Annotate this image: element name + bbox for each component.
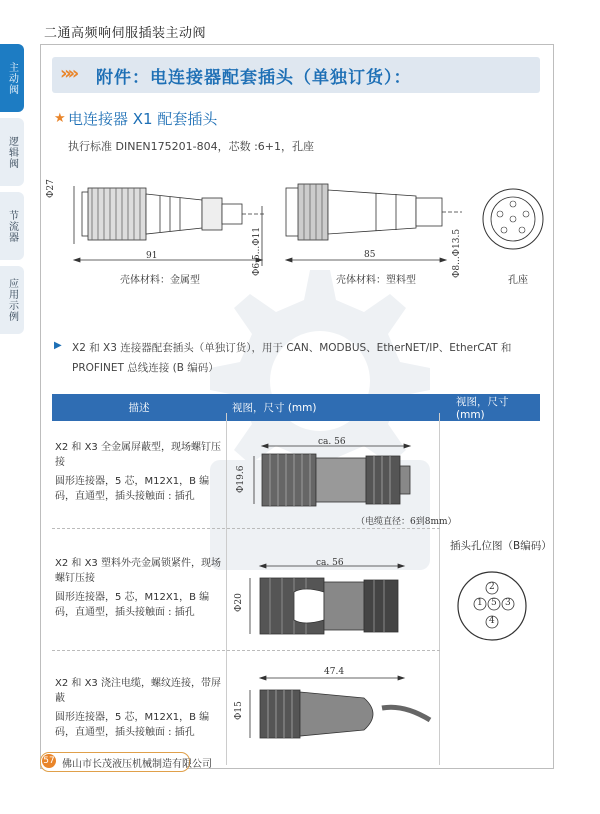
header-view-dimensions-2: 视图，尺寸 (mm): [450, 394, 540, 421]
document-title: 二通高频响伺服插装主动阀: [44, 26, 207, 41]
side-tab-logic-valve[interactable]: 逻辑阀: [0, 118, 24, 186]
page-number: 57: [43, 756, 55, 766]
socket-face-diagram: [478, 184, 548, 254]
standard-text: 执行标准 DINEN175201-804，芯数 :6+1，孔座: [68, 140, 314, 153]
metal-cable-diameter: Φ6.5...Φ11: [252, 226, 262, 276]
table-row: [55, 556, 223, 624]
row1-diameter: Φ19.6: [236, 465, 246, 493]
header-view-dimensions: 视图，尺寸 (mm): [226, 394, 450, 421]
pin-label: 3: [505, 598, 511, 608]
pin-diagram-caption: 插头孔位图（B编码）: [450, 540, 552, 552]
plastic-cable-diameter: Φ8...Φ13.5: [452, 228, 462, 278]
row-title: X2 和 X3 全金属屏蔽型，现场螺钉压接: [55, 442, 221, 468]
row1-cable-note: （电缆直径：6到8mm）: [356, 517, 457, 527]
metal-caption: 壳体材料：金属型: [120, 275, 200, 286]
molded-cable-plug-drawing: [234, 664, 434, 754]
plastic-length: 85: [364, 250, 376, 260]
pin-label: 1: [477, 598, 483, 608]
side-tab-application-examples[interactable]: 应用示例: [0, 266, 24, 334]
plastic-connector-drawing: [276, 178, 466, 278]
table-row: [55, 676, 223, 744]
side-tabs: [0, 44, 28, 340]
metal-length: 91: [146, 251, 158, 261]
pin-label: 2: [489, 582, 495, 592]
row-divider: [52, 528, 440, 529]
bus-connector-description: X2 和 X3 连接器配套插头（单独订货），用于 CAN、MODBUS、EtherNET/IP、EtherCAT 和 PROFINET 总线连接 (B 编码）: [72, 342, 512, 374]
row-detail: 圆形连接器，5 芯，M12X1，B 编码，直通型，插头接触面 : 插孔: [55, 476, 210, 502]
metal-connector-drawing: [52, 176, 282, 282]
pin-label: 4: [489, 616, 495, 626]
row-divider: [52, 650, 440, 651]
row1-length: ca. 56: [318, 437, 346, 447]
row-title: X2 和 X3 浇注电缆，螺纹连接，带屏蔽: [55, 678, 221, 704]
side-tab-active-valve[interactable]: 主动阀: [0, 44, 24, 112]
socket-caption: 孔座: [508, 275, 528, 286]
row3-length: 47.4: [324, 667, 345, 677]
header-description: 描述: [52, 394, 226, 421]
row-detail: 圆形连接器，5 芯，M12X1，B 编码，直通型，插头接触面 : 插孔: [55, 592, 210, 618]
plastic-caption: 壳体材料：塑料型: [336, 275, 416, 286]
row2-diameter: Φ20: [234, 593, 244, 612]
row-detail: 圆形连接器，5 芯，M12X1，B 编码，直通型，插头接触面 : 插孔: [55, 712, 210, 738]
metal-body-diameter: Φ27: [46, 179, 56, 198]
chevrons-icon: »»: [60, 63, 76, 84]
banner-title: 附件：电连接器配套插头（单独订货）：: [96, 68, 412, 88]
star-icon: ★: [54, 111, 66, 126]
section-title: 电连接器 X1 配套插头: [68, 110, 218, 128]
pin-label: 5: [491, 598, 497, 608]
column-divider: [439, 413, 440, 765]
row-title: X2 和 X3 塑料外壳金属锁紧件，现场螺钉压接: [55, 558, 221, 584]
row2-length: ca. 56: [316, 558, 344, 568]
side-tab-throttle[interactable]: 节流器: [0, 192, 24, 260]
connector-spec-table: [52, 394, 540, 421]
bullet-arrow-icon: ▶: [54, 340, 62, 351]
row3-diameter: Φ15: [234, 701, 244, 720]
table-row: [55, 440, 223, 508]
column-divider: [226, 413, 227, 765]
company-name: 佛山市长茂液压机械制造有限公司: [62, 759, 212, 770]
